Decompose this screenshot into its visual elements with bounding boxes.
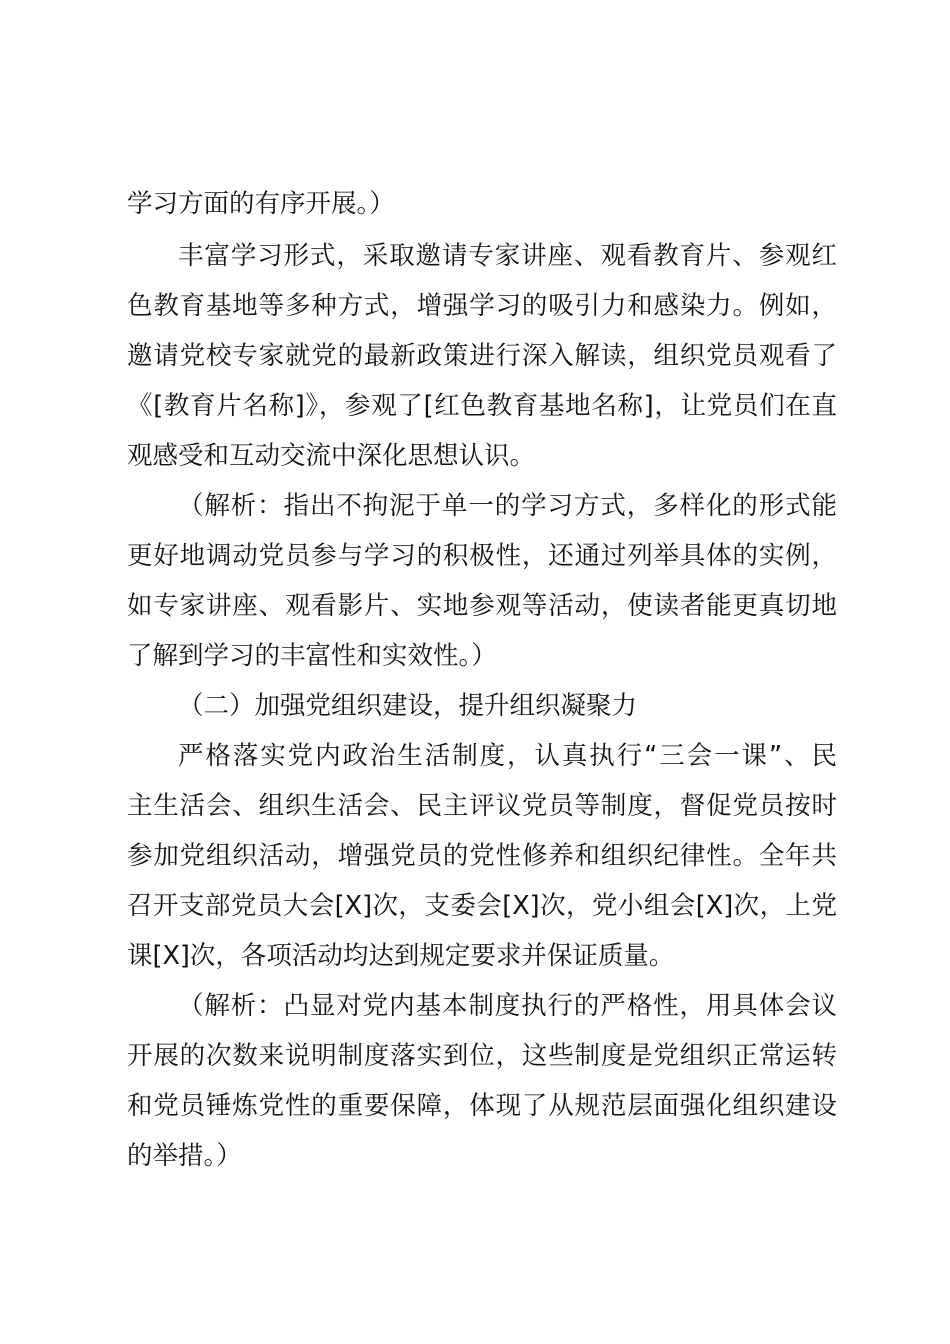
analysis-line: 如专家讲座、观看影片、实地参观等活动，使读者能更真切地 — [127, 591, 837, 621]
paragraph-line: 邀请党校专家就党的最新政策进行深入解读，组织党员观看了 — [127, 341, 837, 371]
analysis-line: （解析：凸显对党内基本制度执行的严格性，用具体会议 — [178, 991, 837, 1021]
analysis-line: 更好地调动党员参与学习的积极性，还通过列举具体的实例， — [127, 541, 837, 571]
paragraph-line: 参加党组织活动，增强党员的党性修养和组织纪律性。全年共 — [127, 841, 837, 871]
analysis-line: 和党员锤炼党性的重要保障，体现了从规范层面强化组织建设 — [127, 1091, 837, 1121]
paragraph-line: 丰富学习形式，采取邀请专家讲座、观看教育片、参观红 — [178, 241, 837, 271]
analysis-line: 的举措。） — [127, 1141, 242, 1171]
analysis-line: 了解到学习的丰富性和实效性。） — [127, 641, 497, 671]
paragraph-line: 学习方面的有序开展。） — [127, 189, 395, 219]
paragraph-line: 观感受和互动交流中深化思想认识。 — [127, 441, 536, 471]
paragraph-line: 课[X]次，各项活动均达到规定要求并保证质量。 — [127, 941, 675, 971]
paragraph-line: 主生活会、组织生活会、民主评议党员等制度，督促党员按时 — [127, 791, 837, 821]
paragraph-line: 严格落实党内政治生活制度，认真执行“三会一课”、民 — [178, 741, 837, 771]
analysis-line: 开展的次数来说明制度落实到位，这些制度是党组织正常运转 — [127, 1041, 837, 1071]
analysis-line: （解析：指出不拘泥于单一的学习方式，多样化的形式能 — [178, 491, 837, 521]
paragraph-line: 《[教育片名称]》，参观了[红色教育基地名称]，让党员们在直 — [127, 391, 837, 421]
paragraph-line: 色教育基地等多种方式，增强学习的吸引力和感染力。例如， — [127, 291, 837, 321]
paragraph-line: 召开支部党员大会[X]次，支委会[X]次，党小组会[X]次，上党 — [127, 891, 837, 921]
section-heading: （二）加强党组织建设，提升组织凝聚力 — [178, 691, 638, 721]
